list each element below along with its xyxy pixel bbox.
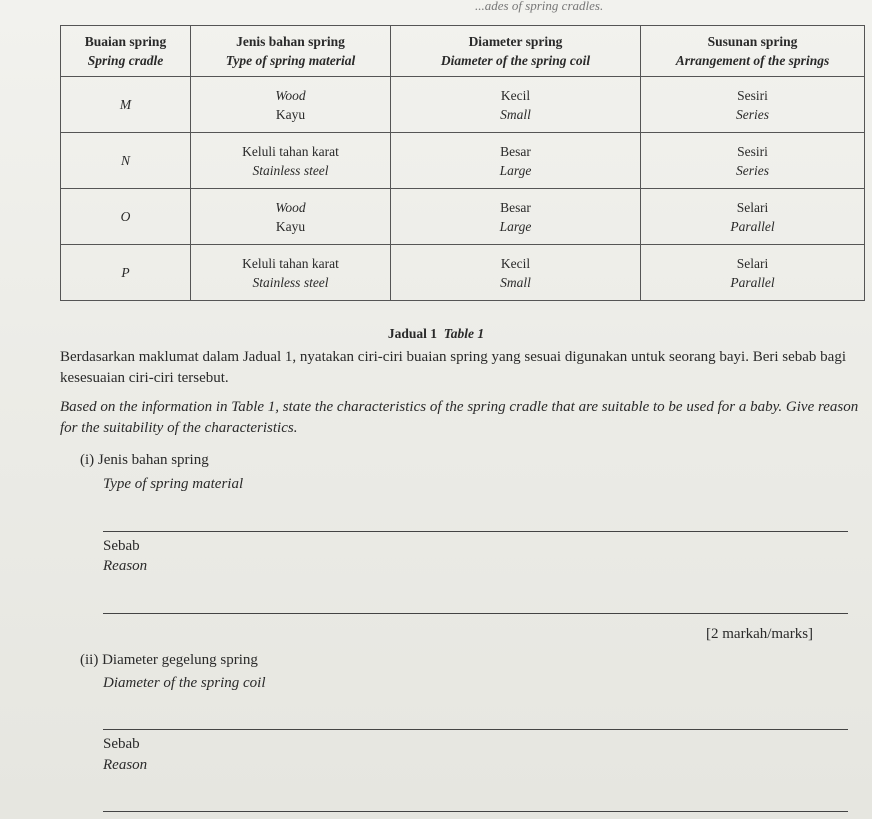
arrangement-cell: Sesiri Series xyxy=(641,133,865,189)
marks-label: [2 markah/marks] xyxy=(706,626,814,642)
header-material: Jenis bahan spring Type of spring material xyxy=(191,26,391,77)
cradle-cell: P xyxy=(61,245,191,301)
table-row xyxy=(61,77,865,133)
material-cell: Keluli tahan karat Stainless steel xyxy=(191,245,391,301)
material-cell: Wood Kayu xyxy=(191,77,391,133)
header-arrangement: Susunan spring Arrangement of the springs xyxy=(641,26,865,77)
table-caption: Jadual 1 Table 1 xyxy=(387,326,485,341)
diameter-cell: Kecil Small xyxy=(391,77,641,133)
header-diameter: Diameter spring Diameter of the spring coil xyxy=(391,26,641,77)
table-row xyxy=(61,245,865,301)
cradle-cell: N xyxy=(61,133,191,189)
diameter-cell: Besar Large xyxy=(391,189,641,245)
diameter-cell: Besar Large xyxy=(391,133,641,189)
header-cradle: Buaian spring Spring cradle xyxy=(61,26,191,77)
question-text-english: Based on the information in Table 1, state the characteristics of the spring cradle that are suitable to be used for a baby. Give reason for the suitability of the characteristics. xyxy=(60,399,859,436)
question-text-malay: Berdasarkan maklumat dalam Jadual 1, nyatakan ciri-ciri buaian spring yang sesuai digunakan untuk seorang bayi. Beri sebab bagi kesesuaian ciri-ciri tersebut. xyxy=(60,349,847,386)
spring-cradle-table xyxy=(60,25,865,301)
arrangement-cell: Selari Parallel xyxy=(641,189,865,245)
table-header-row xyxy=(61,26,865,77)
item-i-reason-label: Sebab xyxy=(103,538,140,554)
item-ii-title: (ii) Diameter gegelung spring xyxy=(80,652,258,668)
material-cell: Wood Kayu xyxy=(191,189,391,245)
answer-line-ii-diameter[interactable] xyxy=(103,729,848,730)
arrangement-cell: Sesiri Series xyxy=(641,77,865,133)
item-ii-reason-label: Sebab xyxy=(103,736,140,752)
material-cell: Keluli tahan karat Stainless steel xyxy=(191,133,391,189)
answer-line-ii-reason[interactable] xyxy=(103,811,848,812)
answer-line-i-material[interactable] xyxy=(103,531,848,532)
answer-line-i-reason[interactable] xyxy=(103,613,848,614)
item-ii-reason-label-en: Reason xyxy=(103,757,148,773)
item-i-title: (i) Jenis bahan spring xyxy=(80,452,209,468)
item-i-reason-label-en: Reason xyxy=(103,558,148,574)
diameter-cell: Kecil Small xyxy=(391,245,641,301)
arrangement-cell: Selari Parallel xyxy=(641,245,865,301)
previous-text-fragment: ...ades of spring cradles. xyxy=(475,0,604,13)
item-i-subtitle: Type of spring material xyxy=(103,476,244,492)
item-ii-subtitle: Diameter of the spring coil xyxy=(103,675,266,691)
table-row xyxy=(61,189,865,245)
table-row xyxy=(61,133,865,189)
cradle-cell: M xyxy=(61,77,191,133)
cradle-cell: O xyxy=(61,189,191,245)
